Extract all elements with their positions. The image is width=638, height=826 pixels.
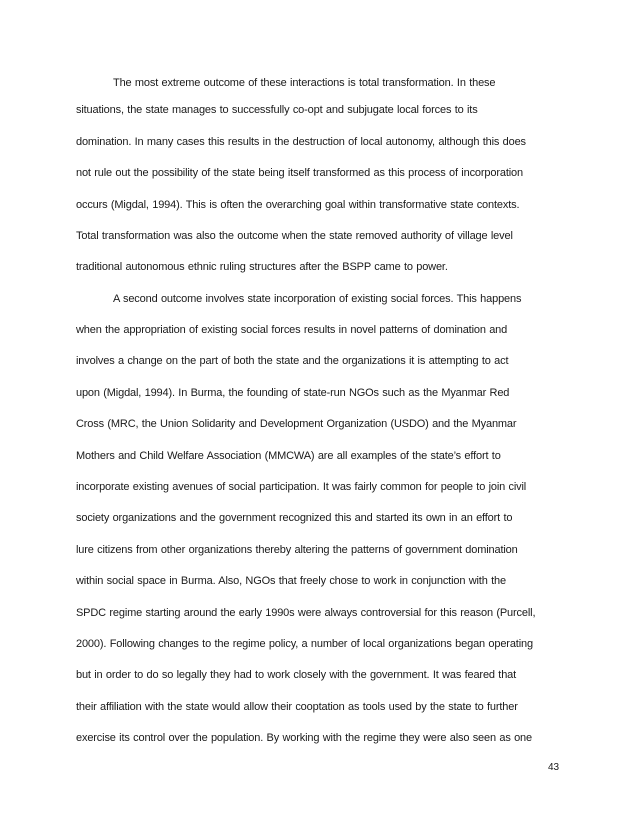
text-line: domination. In many cases this results in the destruction of local autonomy, although this does: [76, 136, 526, 148]
text-line-paragraph-2-start: A second outcome involves state incorporation of existing social forces. This happens: [113, 293, 522, 305]
text-line: upon (Migdal, 1994). In Burma, the founding of state-run NGOs such as the Myanmar Red: [76, 387, 510, 399]
text-line: their affiliation with the state would allow their cooptation as tools used by the state to further: [76, 701, 518, 713]
text-line: when the appropriation of existing social forces results in novel patterns of domination and: [76, 324, 508, 336]
text-line: involves a change on the part of both the state and the organizations it is attempting to act: [76, 355, 509, 367]
text-line: incorporate existing avenues of social participation. It was fairly common for people to join civil: [76, 481, 527, 493]
text-line: Cross (MRC, the Union Solidarity and Development Organization (USDO) and the Myanmar: [76, 418, 517, 430]
text-line: but in order to do so legally they had to work closely with the government. It was feared that: [76, 669, 517, 681]
text-line: lure citizens from other organizations thereby altering the patterns of government domination: [76, 544, 518, 556]
text-line-paragraph-1-start: The most extreme outcome of these interactions is total transformation. In these: [113, 77, 496, 89]
text-line: Mothers and Child Welfare Association (MMCWA) are all examples of the state’s effort to: [76, 450, 501, 462]
text-line: Total transformation was also the outcome when the state removed authority of village level: [76, 230, 513, 242]
text-line: within social space in Burma. Also, NGOs that freely chose to work in conjunction with the: [76, 575, 506, 587]
text-line: not rule out the possibility of the state being itself transformed as this process of incorporation: [76, 167, 523, 179]
text-line: society organizations and the government recognized this and started its own in an effort to: [76, 512, 513, 524]
text-line: situations, the state manages to successfully co-opt and subjugate local forces to its: [76, 104, 478, 116]
text-line: occurs (Migdal, 1994). This is often the overarching goal within transformative state contexts.: [76, 199, 520, 211]
text-line: SPDC regime starting around the early 1990s were always controversial for this reason (Purcell,: [76, 607, 536, 619]
page-number: 43: [548, 762, 560, 773]
text-line: 2000). Following changes to the regime policy, a number of local organizations began operating: [76, 638, 533, 650]
text-line: exercise its control over the population. By working with the regime they were also seen as one: [76, 732, 532, 744]
text-line: traditional autonomous ethnic ruling structures after the BSPP came to power.: [76, 261, 448, 273]
